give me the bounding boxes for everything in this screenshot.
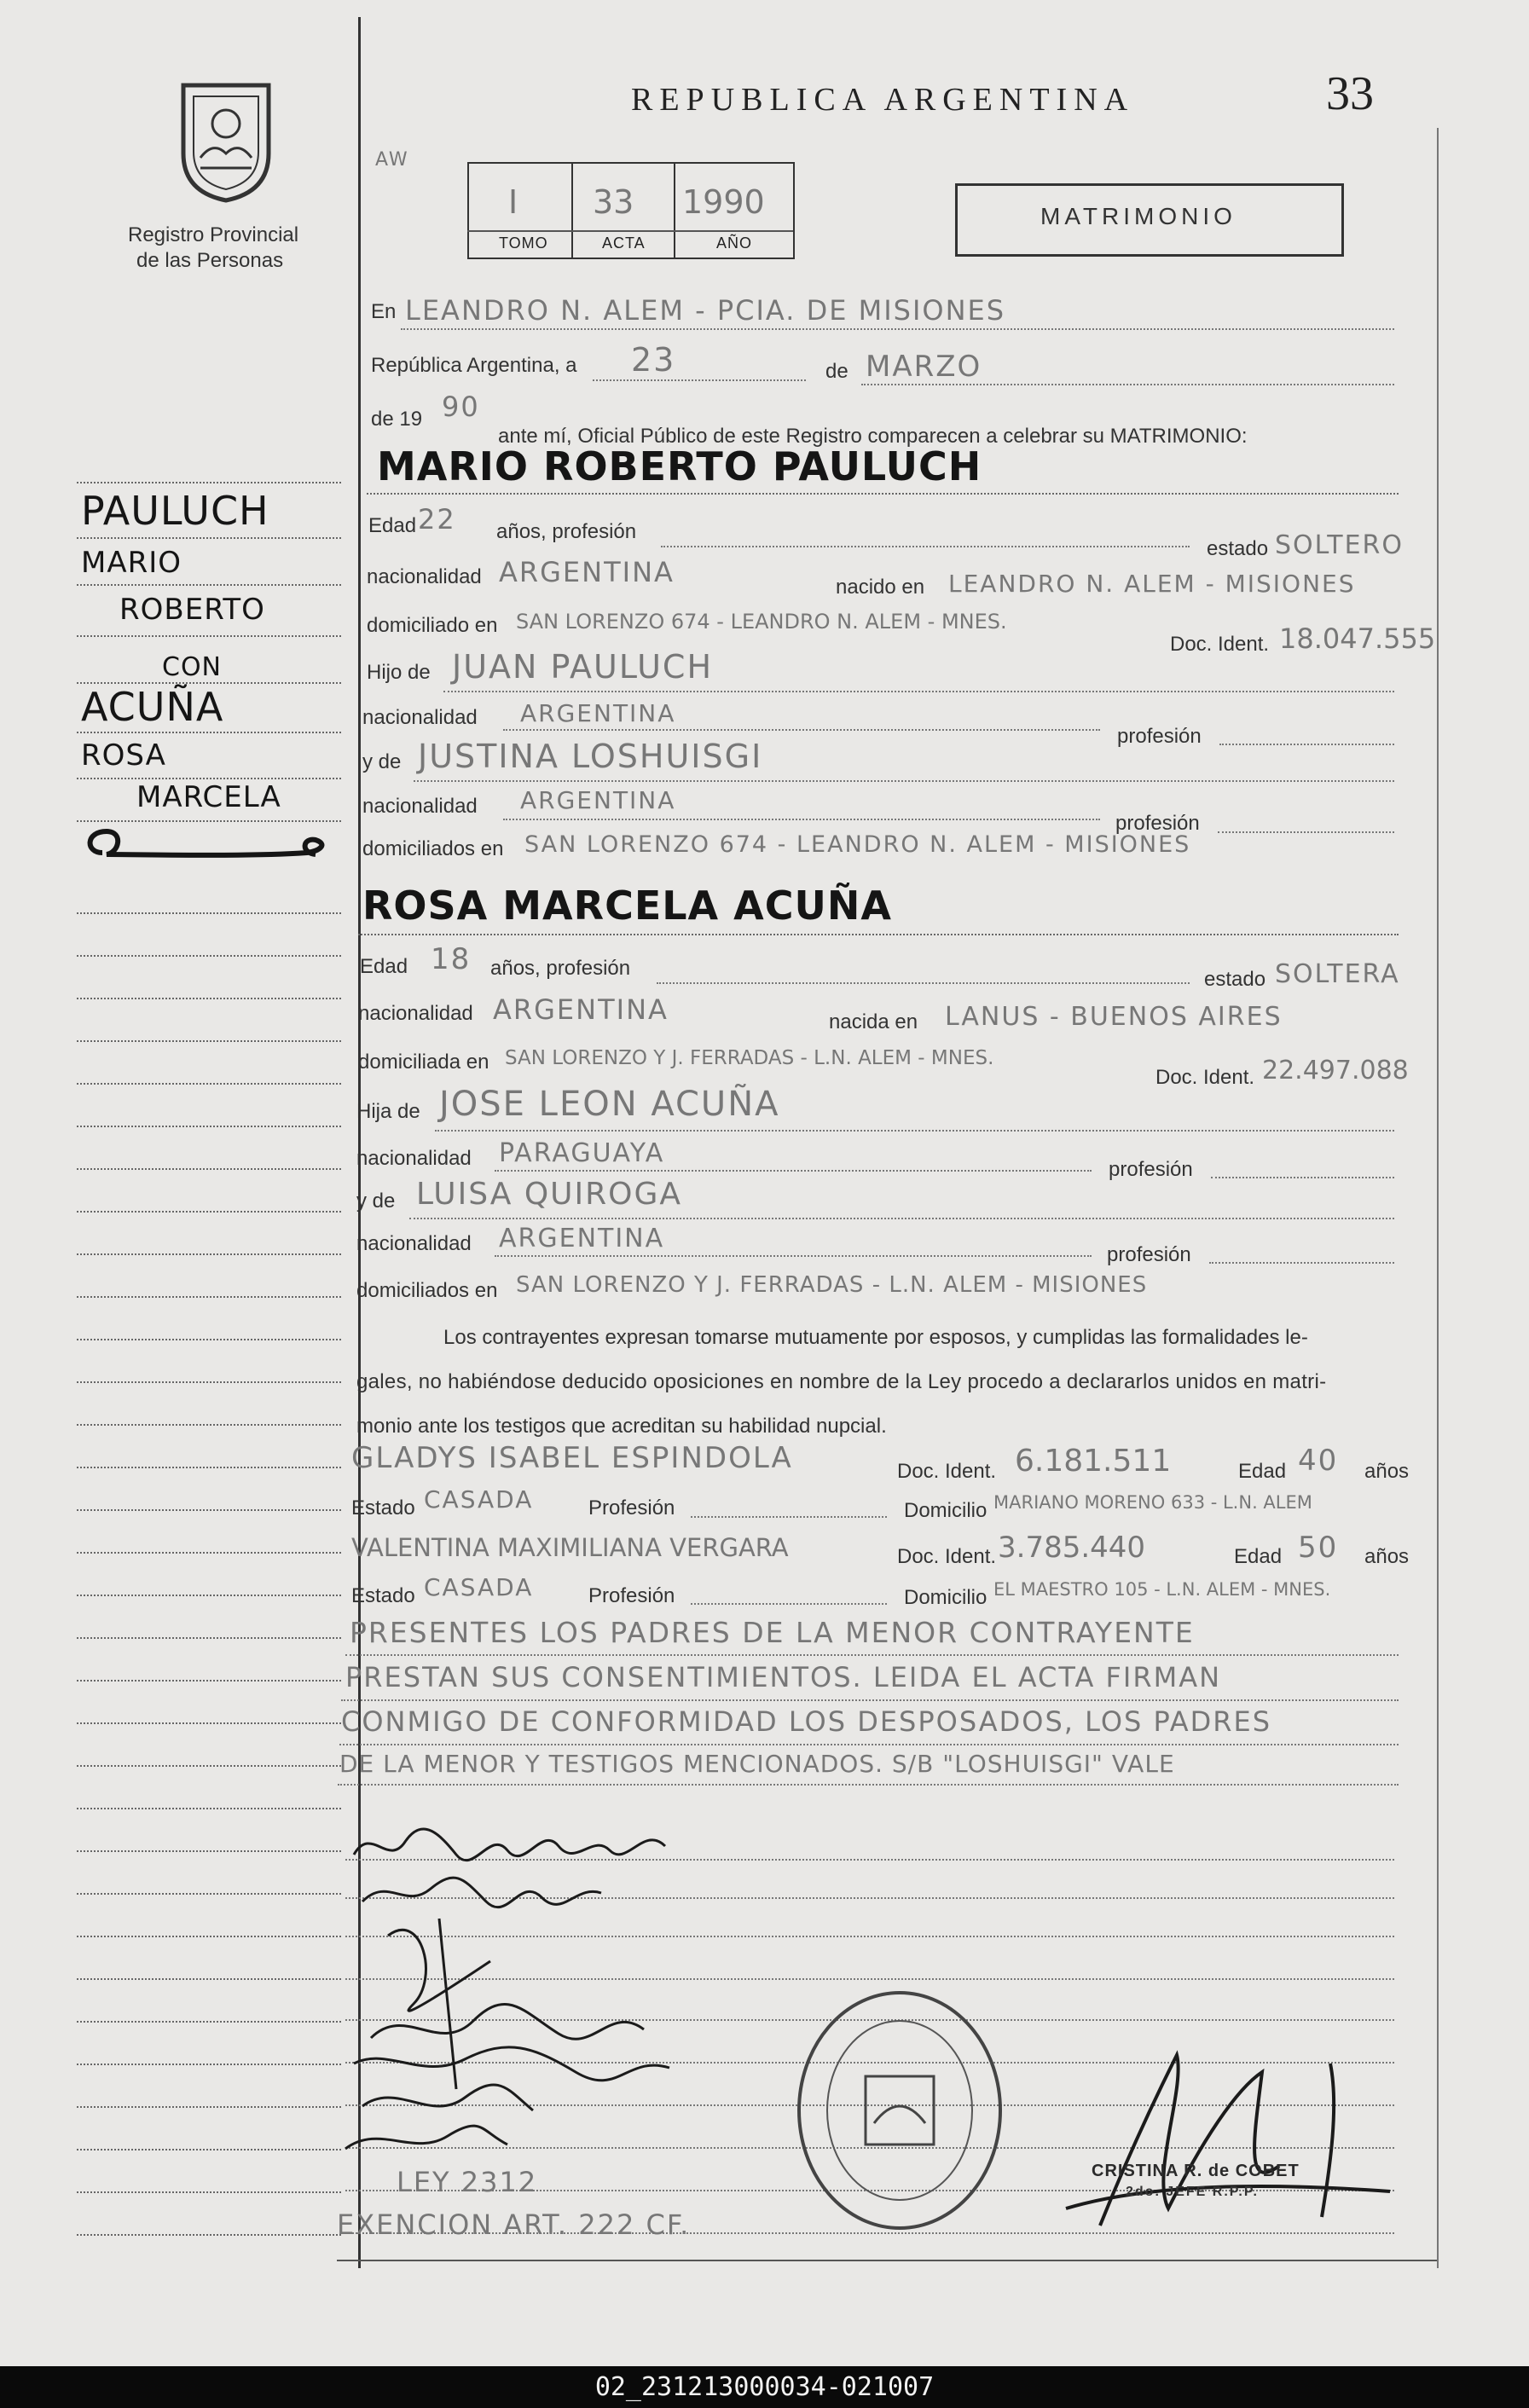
- registry-name-line1: Registro Provincial: [128, 223, 299, 246]
- groom-father-rule: [443, 691, 1394, 692]
- bride-hija-label: Hija de: [356, 1100, 420, 1123]
- declaration-line2: gales, no habiéndose deducido oposiciones en nombre de la Ley procedo a declararlos unidos en matri-: [356, 1370, 1327, 1393]
- margin-rule-27: [77, 1722, 341, 1724]
- groom-estado-value: SOLTERO: [1275, 530, 1404, 560]
- right-edge-rule: [1437, 128, 1439, 2268]
- officer-signature-icon: [1049, 2038, 1407, 2243]
- groom-mother-nac-label: nacionalidad: [362, 795, 478, 818]
- witness2-profesion-rule: [691, 1603, 887, 1605]
- bride-father-nac-rule: [495, 1170, 1092, 1172]
- margin-rule-14: [77, 1168, 341, 1170]
- margin-rule-36: [77, 2106, 341, 2108]
- groom-hijo-label: Hijo de: [367, 661, 431, 684]
- observation-line1: PRESENTES LOS PADRES DE LA MENOR CONTRAYENTE: [350, 1616, 1195, 1649]
- witness2-profesion-label: Profesión: [588, 1584, 675, 1607]
- margin-surname-groom: PAULUCH: [81, 488, 269, 534]
- bride-father-nac-value: PARAGUAYA: [499, 1138, 665, 1168]
- groom-father-prof-rule: [1219, 744, 1394, 745]
- margin-given-groom-1: MARIO: [81, 546, 182, 580]
- registry-name-line2: de las Personas: [136, 249, 284, 272]
- groom-name: MARIO ROBERTO PAULUCH: [377, 443, 982, 489]
- witness2-estado-value: CASADA: [424, 1573, 534, 1601]
- witness2-doc-value: 3.785.440: [998, 1531, 1146, 1565]
- de-label: de: [825, 360, 848, 383]
- margin-rule-18: [77, 1339, 341, 1340]
- place-rule: [401, 328, 1394, 330]
- official-round-seal-icon: [793, 1987, 1006, 2234]
- groom-father-nac-value: ARGENTINA: [520, 699, 676, 727]
- margin-surname-bride: ACUÑA: [81, 684, 224, 730]
- margin-rule-17: [77, 1296, 341, 1298]
- witness1-age-value: 40: [1298, 1444, 1339, 1478]
- bride-anos-profesion-label: años, profesión: [490, 957, 631, 980]
- bride-father-prof-rule: [1211, 1177, 1394, 1178]
- groom-domicilio-label: domiciliado en: [367, 614, 498, 637]
- page-number: 33: [1326, 67, 1374, 120]
- margin-rule-23: [77, 1552, 341, 1554]
- margin-flourish-icon: [77, 819, 333, 870]
- margin-rule-2: [77, 584, 341, 586]
- bride-domicilio-label: domiciliada en: [358, 1051, 489, 1074]
- bride-father-rule: [435, 1130, 1394, 1132]
- bride-mother-rule: [409, 1218, 1394, 1219]
- witness2-domicilio-value: EL MAESTRO 105 - L.N. ALEM - MNES.: [993, 1579, 1331, 1600]
- margin-rule-6: [77, 778, 341, 779]
- officer-stamp-line2: 2do. JEFE R.P.P.: [1126, 2185, 1259, 2199]
- margin-rule-24: [77, 1595, 341, 1596]
- officer-stamp-line1: CRISTINA R. de COBET: [1092, 2162, 1300, 2180]
- declaration-line1: Los contrayentes expresan tomarse mutuamente por esposos, y cumplidas las formalidades le-: [443, 1326, 1308, 1349]
- margin-rule-37: [77, 2149, 341, 2150]
- groom-y-de-label: y de: [362, 750, 402, 773]
- groom-nacido-label: nacido en: [836, 576, 925, 599]
- bride-mother-value: LUISA QUIROGA: [416, 1177, 682, 1212]
- bride-parents-dom-value: SAN LORENZO Y J. FERRADAS - L.N. ALEM - MISIONES: [516, 1272, 1148, 1298]
- groom-mother-rule: [414, 780, 1394, 782]
- margin-rule-34: [77, 2021, 341, 2023]
- margin-rule-35: [77, 2064, 341, 2065]
- month-rule: [861, 384, 1394, 385]
- margin-given-bride-2: MARCELA: [136, 780, 281, 814]
- observation-rule1: [345, 1654, 1399, 1656]
- bride-parents-dom-label: domiciliados en: [356, 1279, 498, 1302]
- margin-rule-30: [77, 1850, 341, 1852]
- groom-edad-label: Edad: [368, 514, 417, 537]
- witness2-edad-label: Edad: [1234, 1545, 1283, 1568]
- bride-mother-prof-rule: [1209, 1262, 1394, 1264]
- acta-value: 33: [593, 183, 634, 221]
- groom-mother-value: JUSTINA LOSHUISGI: [418, 738, 763, 775]
- groom-name-rule: [367, 493, 1399, 495]
- witness1-edad-label: Edad: [1238, 1460, 1287, 1483]
- exemption-note: EXENCION ART. 222 CF.: [337, 2208, 691, 2241]
- signatures-icon: [337, 1808, 721, 2166]
- witness1-doc-label: Doc. Ident.: [897, 1460, 997, 1483]
- day-rule: [593, 379, 806, 381]
- bride-age-value: 18: [431, 942, 472, 976]
- margin-given-groom-2: ROBERTO: [119, 593, 265, 627]
- groom-doc-value: 18.047.555: [1279, 622, 1436, 655]
- groom-nacionalidad-value: ARGENTINA: [499, 556, 675, 588]
- republica-label: República Argentina, a: [371, 354, 577, 377]
- bride-nacida-label: nacida en: [829, 1010, 918, 1033]
- groom-parents-dom-label: domiciliados en: [362, 837, 504, 860]
- margin-rule-31: [77, 1893, 341, 1895]
- groom-parents-dom-value: SAN LORENZO 674 - LEANDRO N. ALEM - MISIONES: [524, 831, 1191, 858]
- observation-rule3: [339, 1744, 1399, 1745]
- bride-mother-nac-rule: [495, 1255, 1092, 1257]
- record-id-divider-2: [674, 162, 675, 258]
- margin-rule-16: [77, 1253, 341, 1255]
- witness1-estado-value: CASADA: [424, 1485, 534, 1514]
- margin-given-bride-1: ROSA: [81, 738, 166, 773]
- en-label: En: [371, 300, 397, 323]
- observation-line2: PRESTAN SUS CONSENTIMIENTOS. LEIDA EL ACTA FIRMAN: [345, 1661, 1222, 1693]
- acta-label: ACTA: [602, 234, 646, 252]
- witness1-profesion-label: Profesión: [588, 1496, 675, 1519]
- margin-rule-top: [77, 482, 341, 483]
- provincial-seal-icon: [166, 72, 286, 209]
- observation-line3: CONMIGO DE CONFORMIDAD LOS DESPOSADOS, LOS PADRES: [341, 1705, 1272, 1738]
- year-value: 90: [442, 391, 480, 423]
- bride-birthplace-value: LANUS - BUENOS AIRES: [945, 1002, 1283, 1032]
- record-id-divider-1: [571, 162, 573, 258]
- bride-mother-prof-label: profesión: [1107, 1243, 1191, 1266]
- year-label: de 19: [371, 408, 423, 431]
- observation-line4: DE LA MENOR Y TESTIGOS MENCIONADOS. S/B "LOSHUISGI" VALE: [339, 1750, 1175, 1778]
- margin-rule-15: [77, 1211, 341, 1213]
- groom-father-value: JUAN PAULUCH: [452, 648, 714, 686]
- margin-rule-21: [77, 1467, 341, 1468]
- bride-nacionalidad-value: ARGENTINA: [493, 993, 669, 1026]
- country-title: REPUBLICA ARGENTINA: [631, 82, 1135, 118]
- margin-rule-13: [77, 1126, 341, 1127]
- margin-rule-20: [77, 1424, 341, 1426]
- month-value: MARZO: [866, 350, 982, 384]
- observation-rule4: [338, 1784, 1399, 1786]
- groom-domicilio-value: SAN LORENZO 674 - LEANDRO N. ALEM - MNES.: [516, 610, 1007, 634]
- witness2-domicilio-label: Domicilio: [904, 1586, 987, 1609]
- margin-rule-22: [77, 1509, 341, 1511]
- margin-rule-12: [77, 1083, 341, 1085]
- bride-name-rule: [358, 934, 1399, 935]
- groom-birthplace-value: LEANDRO N. ALEM - MISIONES: [948, 570, 1356, 598]
- witness2-name: VALENTINA MAXIMILIANA VERGARA: [351, 1533, 789, 1562]
- bride-nacionalidad-label: nacionalidad: [358, 1002, 473, 1025]
- record-id-label-rule: [467, 230, 793, 232]
- groom-estado-label: estado: [1207, 537, 1269, 560]
- witness1-estado-label: Estado: [351, 1496, 415, 1519]
- groom-father-nac-rule: [503, 729, 1100, 731]
- margin-rule-8: [77, 912, 341, 914]
- bride-name: ROSA MARCELA ACUÑA: [362, 883, 892, 929]
- groom-anos-profesion-label: años, profesión: [496, 520, 637, 543]
- bride-edad-label: Edad: [360, 955, 408, 978]
- bride-mother-nac-value: ARGENTINA: [499, 1224, 665, 1253]
- bride-domicilio-value: SAN LORENZO Y J. FERRADAS - L.N. ALEM - MNES.: [505, 1047, 994, 1069]
- margin-rule-39: [77, 2234, 341, 2236]
- ano-label: AÑO: [716, 234, 753, 252]
- margin-rule-38: [77, 2191, 341, 2193]
- margin-con: CON: [162, 652, 223, 682]
- margin-rule-28: [77, 1765, 341, 1767]
- tomo-label: TOMO: [499, 234, 548, 252]
- groom-doc-label: Doc. Ident.: [1170, 633, 1270, 656]
- groom-nacionalidad-label: nacionalidad: [367, 565, 482, 588]
- bride-y-de-label: y de: [356, 1190, 396, 1213]
- annotation-mark: AW: [375, 149, 409, 171]
- declaration-line3: monio ante los testigos que acreditan su habilidad nupcial.: [356, 1415, 887, 1438]
- groom-mother-prof-label: profesión: [1115, 812, 1200, 835]
- groom-father-nac-label: nacionalidad: [362, 706, 478, 729]
- bottom-rule: [337, 2260, 1437, 2261]
- scan-id-bar: 02_231213000034-021007: [0, 2366, 1529, 2408]
- bride-profesion-rule: [657, 982, 1190, 984]
- bride-doc-value: 22.497.088: [1262, 1056, 1409, 1085]
- witness1-doc-value: 6.181.511: [1015, 1444, 1172, 1479]
- witness1-name: GLADYS ISABEL ESPINDOLA: [351, 1441, 793, 1475]
- ano-value: 1990: [682, 183, 765, 221]
- margin-rule-11: [77, 1040, 341, 1042]
- bride-estado-value: SOLTERA: [1275, 959, 1400, 989]
- bride-father-value: JOSE LEON ACUÑA: [439, 1085, 780, 1124]
- groom-mother-prof-rule: [1218, 831, 1394, 833]
- bride-doc-label: Doc. Ident.: [1155, 1066, 1255, 1089]
- margin-rule-3: [77, 635, 341, 637]
- witness1-profesion-rule: [691, 1516, 887, 1518]
- margin-rule-25: [77, 1637, 341, 1639]
- groom-mother-nac-rule: [503, 819, 1100, 820]
- tomo-value: I: [508, 183, 518, 221]
- groom-father-prof-label: profesión: [1117, 725, 1202, 748]
- record-type-label: MATRIMONIO: [1040, 203, 1237, 229]
- bride-father-prof-label: profesión: [1109, 1158, 1193, 1181]
- bride-estado-label: estado: [1204, 968, 1266, 991]
- margin-rule-33: [77, 1978, 341, 1980]
- groom-age-value: 22: [418, 503, 456, 535]
- margin-rule-32: [77, 1936, 341, 1937]
- witness2-anos-label: años: [1364, 1545, 1410, 1568]
- margin-rule-5: [77, 732, 341, 733]
- statement-text: ante mí, Oficial Público de este Registro comparecen a celebrar su MATRIMONIO:: [498, 425, 1248, 448]
- witness1-anos-label: años: [1364, 1460, 1410, 1483]
- bride-father-nac-label: nacionalidad: [356, 1147, 472, 1170]
- margin-rule-19: [77, 1381, 341, 1383]
- groom-mother-nac-value: ARGENTINA: [520, 786, 676, 814]
- margin-rule-29: [77, 1808, 341, 1809]
- margin-rule-1: [77, 537, 341, 539]
- witness1-domicilio-label: Domicilio: [904, 1499, 987, 1522]
- witness2-age-value: 50: [1298, 1531, 1339, 1565]
- witness2-doc-label: Doc. Ident.: [897, 1545, 997, 1568]
- witness2-estado-label: Estado: [351, 1584, 415, 1607]
- groom-profesion-rule: [661, 546, 1190, 547]
- margin-rule-9: [77, 955, 341, 957]
- observation-rule2: [341, 1699, 1399, 1701]
- margin-rule-26: [77, 1680, 341, 1682]
- day-value: 23: [631, 341, 676, 379]
- bride-mother-nac-label: nacionalidad: [356, 1232, 472, 1255]
- witness1-domicilio-value: MARIANO MORENO 633 - L.N. ALEM: [993, 1492, 1312, 1513]
- margin-rule-10: [77, 998, 341, 999]
- place-value: LEANDRO N. ALEM - PCIA. DE MISIONES: [405, 294, 1006, 327]
- law-note: LEY 2312: [397, 2166, 538, 2198]
